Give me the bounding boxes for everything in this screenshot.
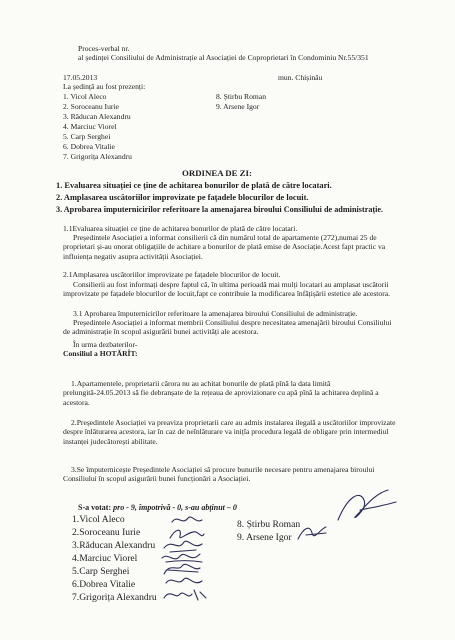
signature-grigorita <box>162 586 208 604</box>
attendee-item: 9. Arsene Igor <box>216 102 260 111</box>
vote-tally: pro - 9, împotrivă - 0, s-au abținut – 0 <box>113 503 237 512</box>
decision-item-3: 3.Se împuternicește Președintele Asociației să procure bunurile necesare pentru amenajarea biroului Consiliului în scopul asigurării bunei funcționări a Asociației. <box>63 465 375 484</box>
agenda-item: 1. Evaluarea situației ce ține de achitarea bonurilor de plată de către locatari. <box>56 181 332 190</box>
discussion-1-body: Președintele Asociației a informat consilierii că din numărul total de apartamente (272),numai 25 de proprietari și-au onorat obligațiile de achitare a bonurilor de plată emise de Asociație.Acest fapt practic va influiența negativ asupra activității Asociației. <box>63 233 386 261</box>
signatory-item: 6.Dobrea Vitalie <box>72 579 136 590</box>
agenda-item: 2. Amplasarea uscătoriilor improvizate pe fațadele blocurilor de locuit. <box>56 193 309 202</box>
signatory-item: 4.Marciuc Viorel <box>72 553 138 564</box>
attendee-item: 8. Știrbu Roman <box>216 92 266 101</box>
present-label: La ședință au fost prezenți: <box>63 82 146 91</box>
decision-item-2: 2.Președintele Asociației va preaviza proprietarii care au admis instalarea ilegală a uscătoriilor improvizate despre înlăturarea acestora, iar în caz de neînlăturare va inițîa procedura legală de obligare prin intermediul instanței judecătorești abilitate. <box>63 418 396 446</box>
attendee-item: 2. Soroceanu Iurie <box>63 102 119 111</box>
decision-item-1: 1.Apartamentele, proprietarii cărora nu au achitat bonurile de plată pînă la data limită prelungită-24.05.2013 să fie debranșate de la rețeaua de aprovizionare cu apă pînă la achitarea deplină a acestora. <box>63 379 379 407</box>
discussion-3-body: Președintele Asociației a informat membrii Consiliului despre necesitatea amenajării biroului Consiliului de administrație în scopul asigurării bunei activități ale acestora. <box>63 318 392 337</box>
after-debate-text: În urma dezbaterilor- <box>73 340 138 349</box>
meeting-date: 17.05.2013 <box>63 73 98 82</box>
signatory-item: 1.Vicol Aleco <box>72 514 125 525</box>
signatory-item: 3.Răducan Alexandru <box>72 540 156 551</box>
attendee-item: 6. Dobrea Vitalie <box>63 142 115 151</box>
document-title: Proces-verbal nr. <box>78 44 130 53</box>
attendee-item: 4. Marciuc Viorel <box>63 122 117 131</box>
signatory-item: 9. Arsene Igor <box>237 532 292 543</box>
vote-label: S-a votat: <box>78 503 114 512</box>
signatory-item: 8. Știrbu Roman <box>237 519 301 530</box>
attendee-item: 3. Răducan Alexandru <box>63 112 131 121</box>
signature-stirbu <box>330 486 400 528</box>
agenda-title: ORDINEA DE ZI: <box>182 168 252 178</box>
document-subtitle: al ședinței Consiliului de Administrație al Asociației de Coproprietari în Condominiu Nr.55/351 <box>78 53 369 62</box>
signatory-item: 5.Carp Serghei <box>72 566 130 577</box>
attendee-item: 5. Carp Serghei <box>63 132 111 141</box>
discussion-1-title: 1.1Evaluarea situației ce ține de achitarea bonurilor de plată de către locatari. <box>63 224 298 233</box>
attendee-item: 7. Grigorița Alexandru <box>63 152 132 161</box>
signatory-item: 7.Grigorița Alexandru <box>72 592 157 603</box>
discussion-2-title: 2.1Amplasarea uscătoriilor improvizate pe fațadele blocurilor de locuit. <box>63 270 281 279</box>
attendee-item: 1. Vicol Aleco <box>63 92 107 101</box>
decision-heading: Consiliul a HOTĂRÎT: <box>63 349 138 358</box>
vote-result <box>78 503 237 512</box>
discussion-2-body: Consilierii au fost informați despre faptul că, în ultima perioadă mai mulți locatari au amplasat uscătorii improvizate pe fațadele blocurilor de locuit,fapt ce contribuie la modificarea înfățișării estetice ale acestora. <box>63 280 391 299</box>
signature-arsene <box>296 523 332 543</box>
meeting-place: mun. Chișinău <box>278 73 323 82</box>
discussion-3-title: 3.1 Aprobarea împuternicirilor referitoare la amenajarea biroului Consiliului de administrație. <box>73 309 358 318</box>
signatory-item: 2.Soroceanu Iurie <box>72 527 141 538</box>
agenda-item: 3. Aprobarea împuternicirilor referitoare la amenajarea biroului Consiliului de administrație. <box>56 205 384 214</box>
